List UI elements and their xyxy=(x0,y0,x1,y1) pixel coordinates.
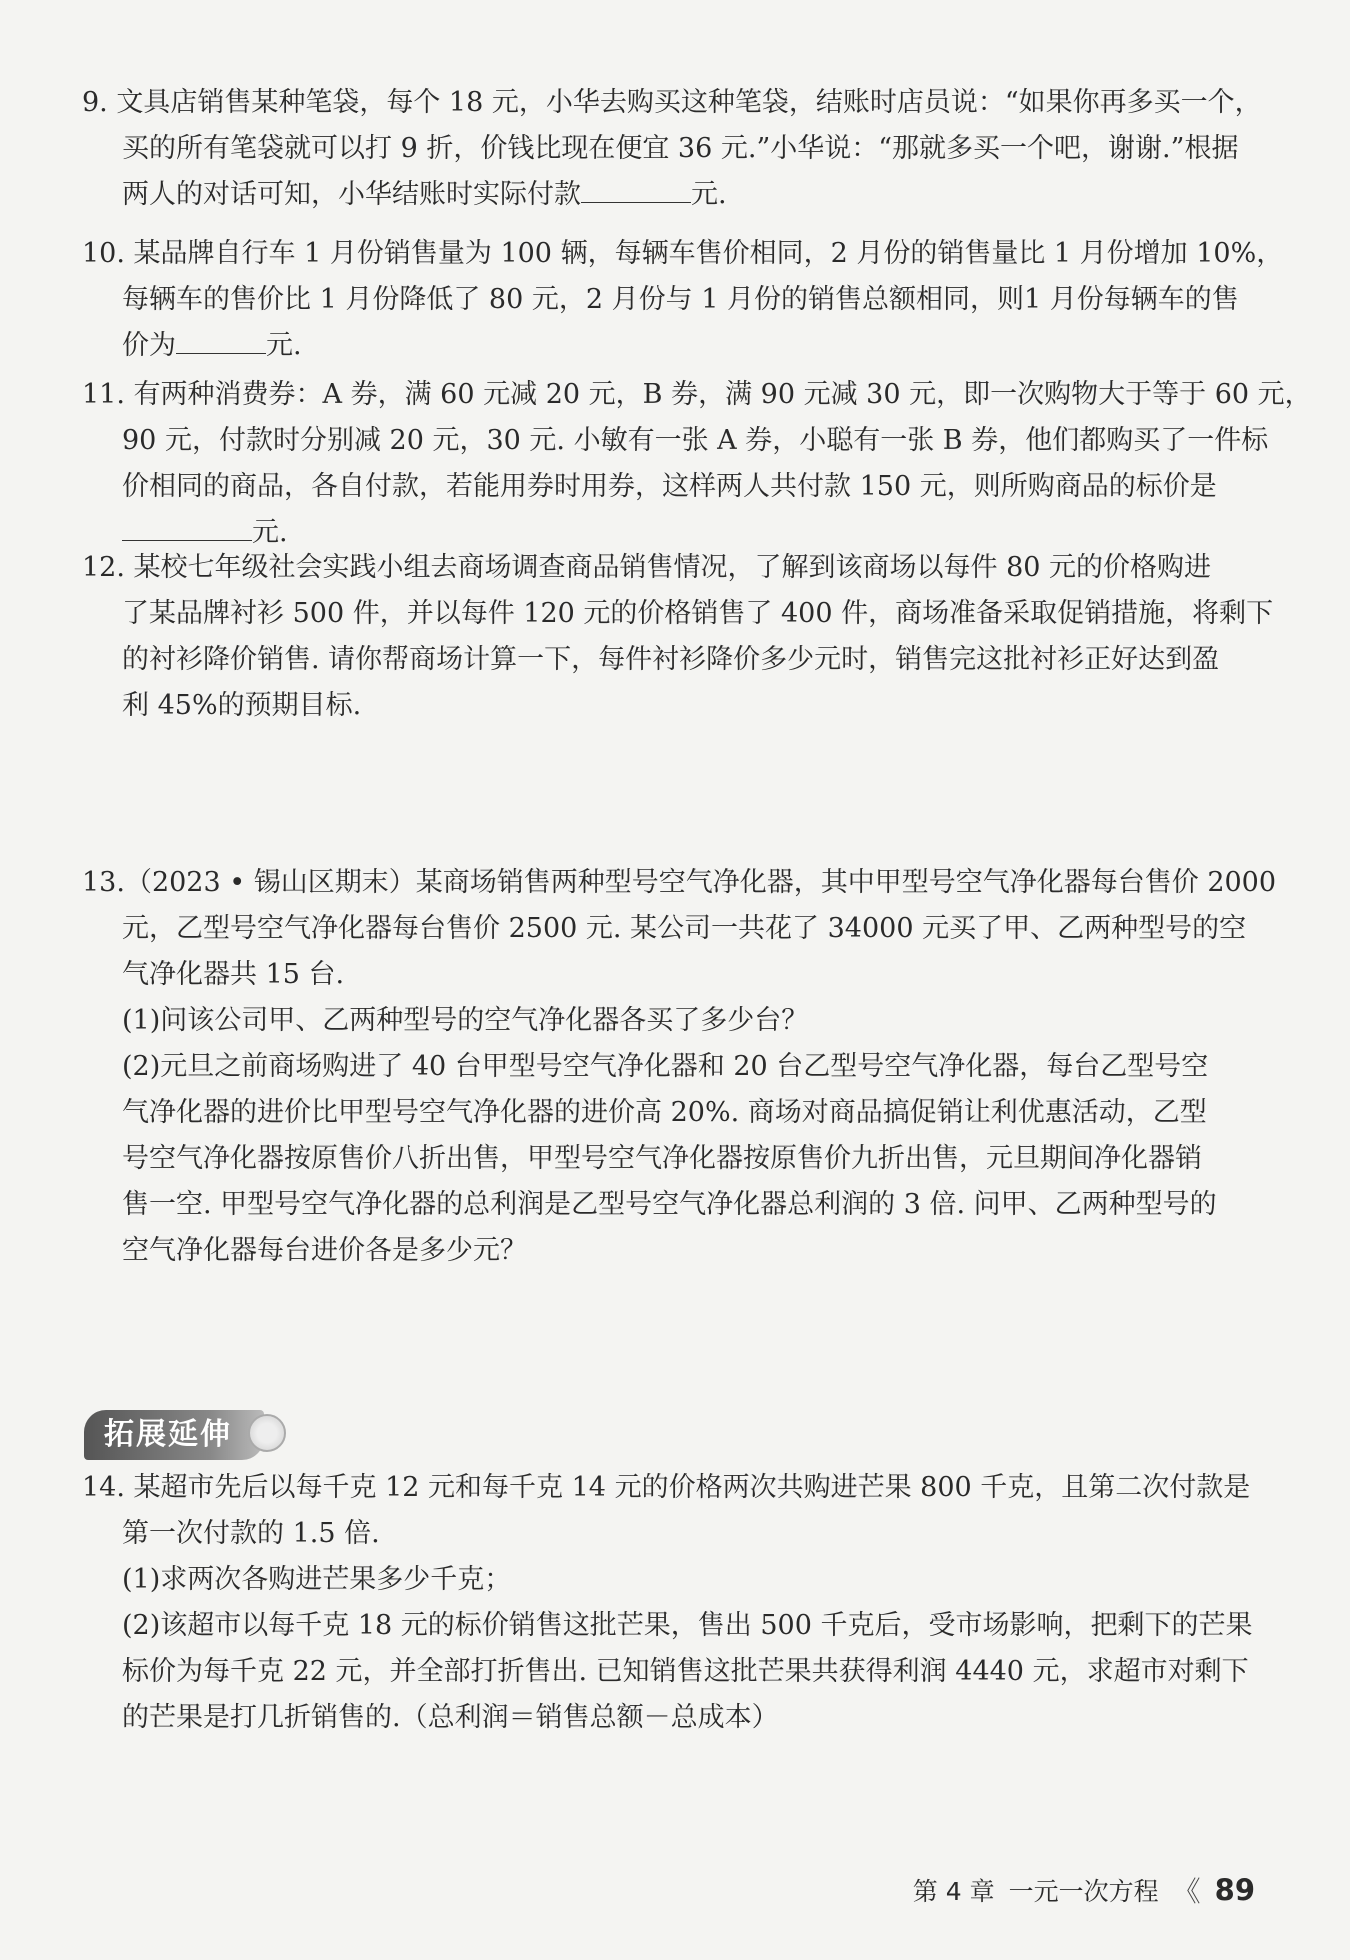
q10-line-3-text: 价为 xyxy=(122,330,176,361)
question-14 xyxy=(82,1465,1257,1741)
answer-blank xyxy=(176,329,266,354)
answer-blank xyxy=(122,516,252,541)
page-number: 89 xyxy=(1214,1873,1255,1907)
q13-line-1: 13.（2023 • 锡山区期末）某商场销售两种型号空气净化器，其中甲型号空气净化器每台售价 2000 xyxy=(82,867,1277,898)
q9-line-3-unit: 元. xyxy=(691,179,727,210)
double-chevron-left-icon: 《 xyxy=(1172,1875,1201,1908)
question-9 xyxy=(82,80,1262,218)
question-10 xyxy=(82,231,1284,369)
q13-line-2: 元，乙型号空气净化器每台售价 2500 元. 某公司一共花了 34000 元买了甲、乙两种型号的空 xyxy=(122,913,1247,944)
q13-part-2-line-4: 售一空. 甲型号空气净化器的总利润是乙型号空气净化器总利润的 3 倍. 问甲、乙两种型号的 xyxy=(122,1189,1217,1220)
q10-line-2: 每辆车的售价比 1 月份降低了 80 元，2 月份与 1 月份的销售总额相同，则1 月份每辆车的售 xyxy=(122,284,1239,315)
q12-line-4: 利 45%的预期目标. xyxy=(122,690,362,721)
q10-line-3-unit: 元. xyxy=(266,330,302,361)
section-title-extension: 拓展延伸 xyxy=(84,1410,264,1460)
lightbulb-icon xyxy=(248,1414,286,1452)
q13-part-2-line-5: 空气净化器每台进价各是多少元？ xyxy=(122,1235,527,1266)
q11-line-2: 90 元，付款时分别减 20 元，30 元. 小敏有一张 A 券，小聪有一张 B 券，他们都购买了一件标 xyxy=(122,425,1269,456)
question-11 xyxy=(82,372,1312,556)
q14-part-2-line-2: 标价为每千克 22 元，并全部打折售出. 已知销售这批芒果共获得利润 4440 元，求超市对剩下 xyxy=(122,1656,1249,1687)
q14-part-2-line-1: (2)该超市以每千克 18 元的标价销售这批芒果，售出 500 千克后，受市场影响，把剩下的芒果 xyxy=(122,1610,1253,1641)
q10-line-1: 10. 某品牌自行车 1 月份销售量为 100 辆，每辆车售价相同，2 月份的销售量比 1 月份增加 10%， xyxy=(82,238,1284,269)
q13-part-2-line-3: 号空气净化器按原售价八折出售，甲型号空气净化器按原售价九折出售，元旦期间净化器销 xyxy=(122,1143,1202,1174)
q13-part-1: (1)问该公司甲、乙两种型号的空气净化器各买了多少台？ xyxy=(122,1005,809,1036)
q9-line-3 xyxy=(82,172,1257,218)
q12-line-3: 的衬衫降价销售. 请你帮商场计算一下，每件衬衫降价多少元时，销售完这批衬衫正好达到盈 xyxy=(122,644,1220,675)
q12-line-2: 了某品牌衬衫 500 件，并以每件 120 元的价格销售了 400 件，商场准备采取促销措施，将剩下 xyxy=(122,598,1274,629)
q9-line-2: 买的所有笔袋就可以打 9 折，价钱比现在便宜 36 元.”小华说：“那就多买一个吧，谢谢.”根据 xyxy=(122,133,1239,164)
chapter-title: 一元一次方程 xyxy=(1008,1877,1159,1906)
q14-part-2-line-3: 的芒果是打几折销售的.（总利润＝销售总额－总成本） xyxy=(122,1702,779,1733)
q11-line-3: 价相同的商品，各自付款，若能用券时用券，这样两人共付款 150 元，则所购商品的标价是 xyxy=(122,471,1217,502)
q13-part-2-line-1: (2)元旦之前商场购进了 40 台甲型号空气净化器和 20 台乙型号空气净化器，每台乙型号空 xyxy=(122,1051,1209,1082)
q11-line-4-unit: 元. xyxy=(252,517,288,548)
question-12 xyxy=(82,545,1274,729)
answer-blank xyxy=(581,178,691,203)
q14-line-1: 14. 某超市先后以每千克 12 元和每千克 14 元的价格两次共购进芒果 800 千克，且第二次付款是 xyxy=(82,1472,1251,1503)
question-13 xyxy=(82,860,1277,1274)
q11-line-1: 11. 有两种消费券：A 券，满 60 元减 20 元，B 券，满 90 元减 30 元，即一次购物大于等于 60 元， xyxy=(82,379,1312,410)
page-footer xyxy=(913,1870,1255,1910)
q10-line-3 xyxy=(82,323,1257,369)
q13-line-3: 气净化器共 15 台. xyxy=(122,959,345,990)
q9-line-3-text: 两人的对话可知，小华结账时实际付款 xyxy=(122,179,581,210)
q13-part-2-line-2: 气净化器的进价比甲型号空气净化器的进价高 20%. 商场对商品搞促销让利优惠活动，乙型 xyxy=(122,1097,1207,1128)
q14-line-2: 第一次付款的 1.5 倍. xyxy=(122,1518,380,1549)
q14-part-1: (1)求两次各购进芒果多少千克； xyxy=(122,1564,512,1595)
chapter-label: 第 4 章 xyxy=(912,1877,995,1906)
q12-line-1: 12. 某校七年级社会实践小组去商场调查商品销售情况，了解到该商场以每件 80 元的价格购进 xyxy=(82,552,1212,583)
q9-line-1: 9. 文具店销售某种笔袋，每个 18 元，小华去购买这种笔袋，结账时店员说：“如果你再多买一个， xyxy=(82,87,1262,118)
